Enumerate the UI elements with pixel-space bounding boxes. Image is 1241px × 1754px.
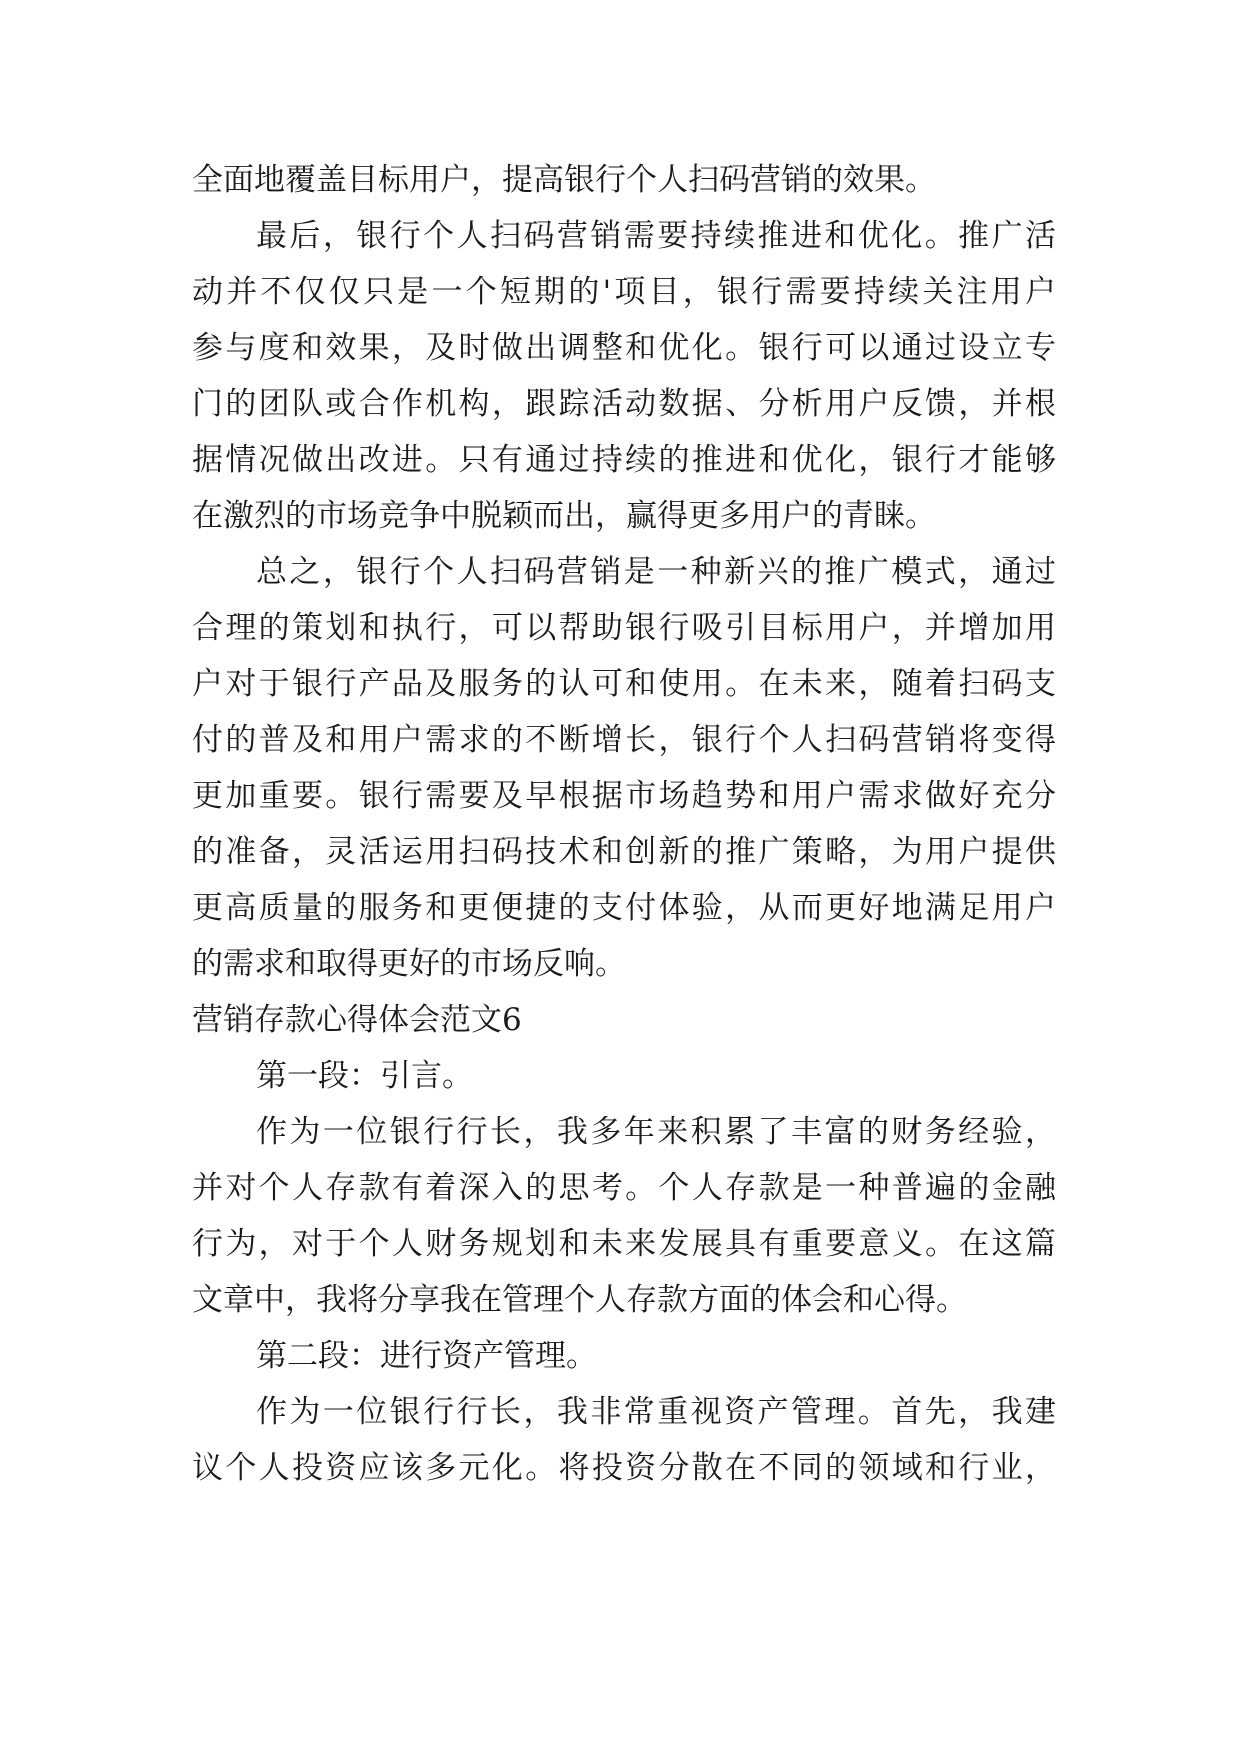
paragraph-line: 议个人投资应该多元化。将投资分散在不同的领域和行业， — [192, 1450, 1056, 1486]
paragraph — [192, 208, 1056, 544]
subheading — [192, 1328, 1056, 1384]
subheading — [192, 1048, 1056, 1104]
paragraph-line: 参与度和效果，及时做出调整和优化。银行可以通过设立专 — [192, 330, 1056, 366]
paragraph-line: 门的团队或合作机构，跟踪活动数据、分析用户反馈，并根 — [192, 386, 1056, 422]
paragraph-line: 动并不仅仅只是一个短期的'项目，银行需要持续关注用户 — [192, 274, 1056, 310]
subheading-text: 第二段：进行资产管理。 — [256, 1338, 597, 1374]
paragraph-line: 的需求和取得更好的市场反响。 — [192, 946, 626, 982]
section-title-text: 营销存款心得体会范文6 — [192, 1002, 522, 1038]
paragraph-line: 行为，对于个人财务规划和未来发展具有重要意义。在这篇 — [192, 1226, 1056, 1262]
paragraph-line: 最后，银行个人扫码营销需要持续推进和优化。推广活 — [256, 218, 1056, 254]
paragraph — [192, 152, 1056, 208]
paragraph-line: 总之，银行个人扫码营销是一种新兴的推广模式，通过 — [256, 554, 1056, 590]
paragraph — [192, 544, 1056, 992]
section-title — [192, 992, 1056, 1048]
paragraph-line: 付的普及和用户需求的不断增长，银行个人扫码营销将变得 — [192, 722, 1056, 758]
paragraph-line: 户对于银行产品及服务的认可和使用。在未来，随着扫码支 — [192, 666, 1056, 702]
document-body — [192, 152, 1056, 1496]
paragraph-line: 文章中，我将分享我在管理个人存款方面的体会和心得。 — [192, 1282, 967, 1318]
paragraph-line: 据情况做出改进。只有通过持续的推进和优化，银行才能够 — [192, 442, 1056, 478]
paragraph-line: 在激烈的市场竞争中脱颖而出，赢得更多用户的青睐。 — [192, 498, 936, 534]
paragraph-line: 更高质量的服务和更便捷的支付体验，从而更好地满足用户 — [192, 890, 1056, 926]
paragraph — [192, 1104, 1056, 1328]
paragraph-line: 并对个人存款有着深入的思考。个人存款是一种普遍的金融 — [192, 1170, 1056, 1206]
paragraph-line: 全面地覆盖目标用户，提高银行个人扫码营销的效果。 — [192, 162, 936, 198]
paragraph-line: 作为一位银行行长，我多年来积累了丰富的财务经验， — [256, 1114, 1056, 1150]
paragraph-line: 合理的策划和执行，可以帮助银行吸引目标用户，并增加用 — [192, 610, 1056, 646]
paragraph-line: 的准备，灵活运用扫码技术和创新的推广策略，为用户提供 — [192, 834, 1056, 870]
paragraph — [192, 1384, 1056, 1496]
paragraph-line: 作为一位银行行长，我非常重视资产管理。首先，我建 — [256, 1394, 1056, 1430]
paragraph-line: 更加重要。银行需要及早根据市场趋势和用户需求做好充分 — [192, 778, 1056, 814]
subheading-text: 第一段：引言。 — [256, 1058, 473, 1094]
